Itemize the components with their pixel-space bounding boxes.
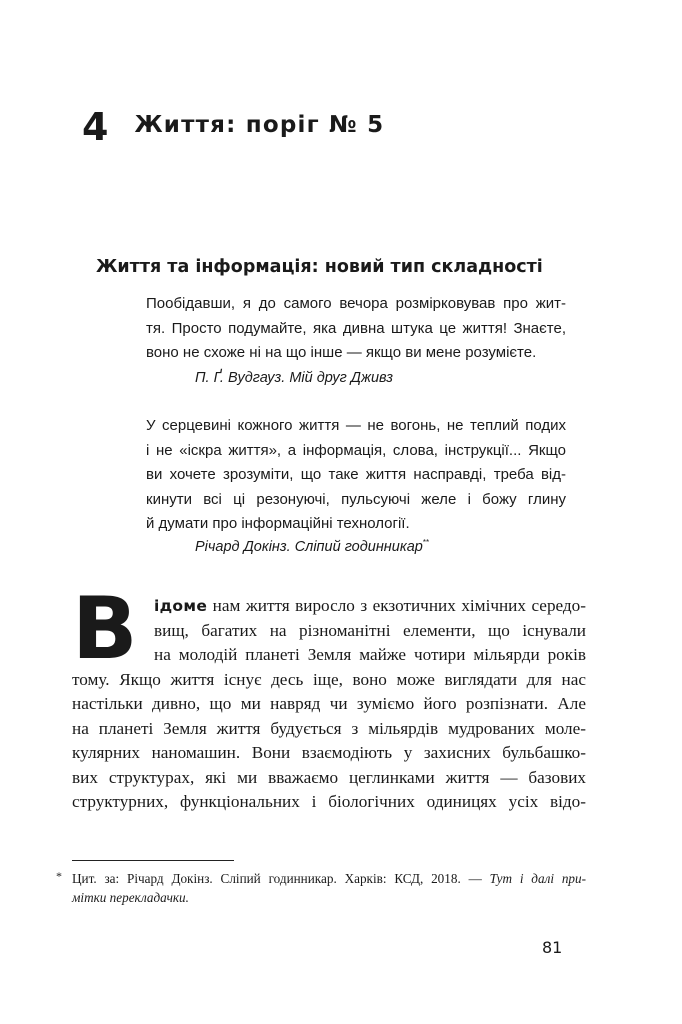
chapter-header <box>82 100 384 150</box>
body-paragraph <box>72 594 586 815</box>
epigraph-line: ви хочете зрозуміти, що таке життя насправді, треба від- <box>146 466 566 483</box>
body-line: вищ, багатих на різноманітні елементи, що існували <box>154 620 586 640</box>
epigraph-line: У серцевині кожного життя — не вогонь, не теплий подих <box>146 417 566 434</box>
chapter-title: Життя: поріг № 5 <box>134 112 385 138</box>
attribution-text: П. Ґ. Вудгауз. Мій друг Дживз <box>195 370 393 386</box>
footnote <box>56 869 586 907</box>
page-number: 81 <box>542 938 563 957</box>
chapter-number: 4 <box>82 105 109 149</box>
epigraph-line: і не «іскра життя», а інформація, слова, інструкції... Якщо <box>146 441 566 459</box>
footnote-line <box>72 888 586 907</box>
footnote-italic: Тут і далі при- <box>489 871 586 886</box>
footnote-line <box>56 869 586 888</box>
body-line: на планеті Земля життя будується з мільярдів мудрованих моле- <box>72 718 586 738</box>
footnote-reference: ** <box>422 538 430 547</box>
drop-cap: В <box>72 579 138 679</box>
epigraph-line: тя. Просто подумайте, яка дивна штука це життя! Знаєте, <box>146 319 566 337</box>
epigraph-2-attribution <box>195 538 429 555</box>
footnote-text: Цит. за: Річард Докінз. Сліпий годинникар. Харків: КСД, 2018. — <box>72 871 490 886</box>
footnote-italic: мітки перекладачки. <box>72 890 189 905</box>
body-line: вих структурах, які ми вважаємо цеглинками життя — базових <box>72 767 586 787</box>
first-word: ідоме <box>154 597 208 615</box>
body-line <box>154 594 586 619</box>
section-heading: Життя та інформація: новий тип складності <box>96 257 543 277</box>
attribution-text: Річард Докінз. Сліпий годинникар <box>195 539 423 555</box>
epigraph-line: кинути всі ці резонуючі, пульсуючі желе і божу глину <box>146 490 566 508</box>
first-line-rest: нам життя виросло з екзотичних хімічних середо- <box>212 596 586 615</box>
epigraph-line: воно не схоже ні на що інше — якщо ви мене розумієте. <box>146 344 537 361</box>
epigraph-2 <box>146 414 566 537</box>
epigraph-1-attribution <box>195 370 393 386</box>
epigraph-line: Пообідавши, я до самого вечора розмірковував про жит- <box>146 295 566 312</box>
footnote-divider <box>72 860 234 861</box>
epigraph-line: й думати про інформаційні технології. <box>146 515 410 532</box>
body-line: настільки дивно, що ми навряд чи зуміємо його розпізнати. Але <box>72 694 586 713</box>
body-line: кулярних наномашин. Вони взаємодіють у захисних бульбашко- <box>72 743 586 762</box>
body-line: на молодій планеті Земля майже чотири мільярди років <box>154 645 586 664</box>
body-line: структурних, функціональних і біологічних одиницях усіх відо- <box>72 792 586 811</box>
footnote-marker: * <box>56 869 62 883</box>
epigraph-1 <box>146 292 566 366</box>
body-line: тому. Якщо життя існує десь іще, воно може виглядати для нас <box>72 669 586 689</box>
